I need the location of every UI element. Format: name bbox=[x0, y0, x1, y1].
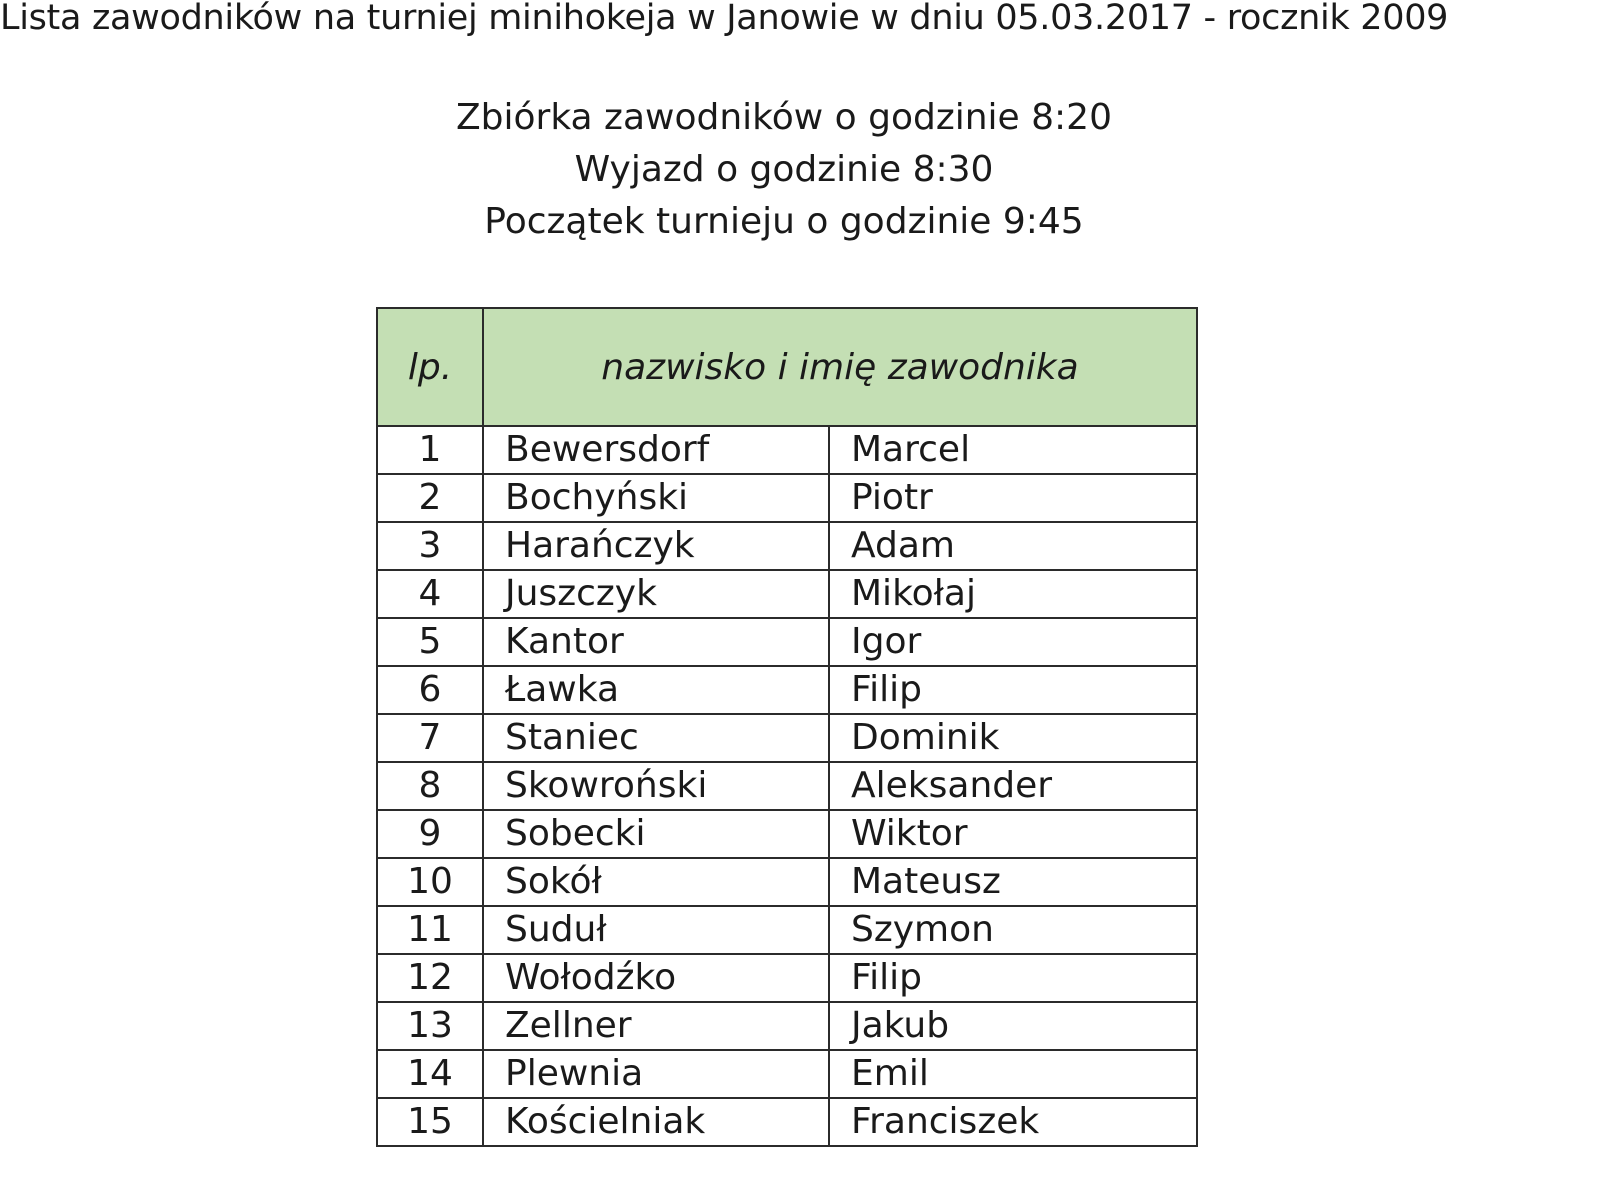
player-last-name: Skowroński bbox=[483, 762, 829, 810]
row-number: 4 bbox=[377, 570, 483, 618]
table-row bbox=[377, 570, 1197, 618]
player-first-name: Mateusz bbox=[829, 858, 1197, 906]
row-number: 2 bbox=[377, 474, 483, 522]
row-number: 15 bbox=[377, 1098, 483, 1146]
row-number: 5 bbox=[377, 618, 483, 666]
table-row bbox=[377, 666, 1197, 714]
row-number: 7 bbox=[377, 714, 483, 762]
table-row bbox=[377, 522, 1197, 570]
row-number: 12 bbox=[377, 954, 483, 1002]
player-first-name: Emil bbox=[829, 1050, 1197, 1098]
player-first-name: Igor bbox=[829, 618, 1197, 666]
player-last-name: Suduł bbox=[483, 906, 829, 954]
assembly-time: Zbiórka zawodników o godzinie 8:20 bbox=[456, 97, 1112, 138]
table-row bbox=[377, 762, 1197, 810]
player-last-name: Bochyński bbox=[483, 474, 829, 522]
player-last-name: Sobecki bbox=[483, 810, 829, 858]
player-first-name: Dominik bbox=[829, 714, 1197, 762]
table-row bbox=[377, 1002, 1197, 1050]
player-first-name: Adam bbox=[829, 522, 1197, 570]
departure-time: Wyjazd o godzinie 8:30 bbox=[574, 149, 994, 190]
player-first-name: Wiktor bbox=[829, 810, 1197, 858]
table-row bbox=[377, 858, 1197, 906]
player-last-name: Wołodźko bbox=[483, 954, 829, 1002]
table-row bbox=[377, 1050, 1197, 1098]
column-header-name: nazwisko i imię zawodnika bbox=[483, 308, 1197, 426]
row-number: 1 bbox=[377, 426, 483, 474]
table-row bbox=[377, 906, 1197, 954]
player-first-name: Mikołaj bbox=[829, 570, 1197, 618]
row-number: 9 bbox=[377, 810, 483, 858]
player-last-name: Ławka bbox=[483, 666, 829, 714]
table-row bbox=[377, 714, 1197, 762]
player-first-name: Franciszek bbox=[829, 1098, 1197, 1146]
table-row bbox=[377, 1098, 1197, 1146]
column-header-lp: lp. bbox=[377, 308, 483, 426]
row-number: 8 bbox=[377, 762, 483, 810]
player-first-name: Aleksander bbox=[829, 762, 1197, 810]
player-last-name: Bewersdorf bbox=[483, 426, 829, 474]
player-last-name: Sokół bbox=[483, 858, 829, 906]
tournament-start-time: Początek turnieju o godzinie 9:45 bbox=[484, 201, 1084, 242]
table-row bbox=[377, 426, 1197, 474]
table-header-row bbox=[377, 308, 1197, 426]
row-number: 3 bbox=[377, 522, 483, 570]
player-last-name: Kantor bbox=[483, 618, 829, 666]
table-row bbox=[377, 474, 1197, 522]
row-number: 6 bbox=[377, 666, 483, 714]
page-title: Lista zawodników na turniej minihokeja w Janowie w dniu 05.03.2017 - rocznik 2009 bbox=[0, 0, 1449, 38]
player-first-name: Szymon bbox=[829, 906, 1197, 954]
table-row bbox=[377, 810, 1197, 858]
player-last-name: Juszczyk bbox=[483, 570, 829, 618]
player-last-name: Staniec bbox=[483, 714, 829, 762]
row-number: 10 bbox=[377, 858, 483, 906]
player-first-name: Jakub bbox=[829, 1002, 1197, 1050]
row-number: 11 bbox=[377, 906, 483, 954]
player-first-name: Filip bbox=[829, 954, 1197, 1002]
player-first-name: Marcel bbox=[829, 426, 1197, 474]
row-number: 14 bbox=[377, 1050, 483, 1098]
player-last-name: Kościelniak bbox=[483, 1098, 829, 1146]
player-last-name: Plewnia bbox=[483, 1050, 829, 1098]
player-first-name: Filip bbox=[829, 666, 1197, 714]
player-last-name: Harańczyk bbox=[483, 522, 829, 570]
player-last-name: Zellner bbox=[483, 1002, 829, 1050]
table-row bbox=[377, 618, 1197, 666]
table-body bbox=[377, 426, 1197, 1146]
player-first-name: Piotr bbox=[829, 474, 1197, 522]
table-row bbox=[377, 954, 1197, 1002]
player-roster-table bbox=[376, 307, 1198, 1147]
row-number: 13 bbox=[377, 1002, 483, 1050]
